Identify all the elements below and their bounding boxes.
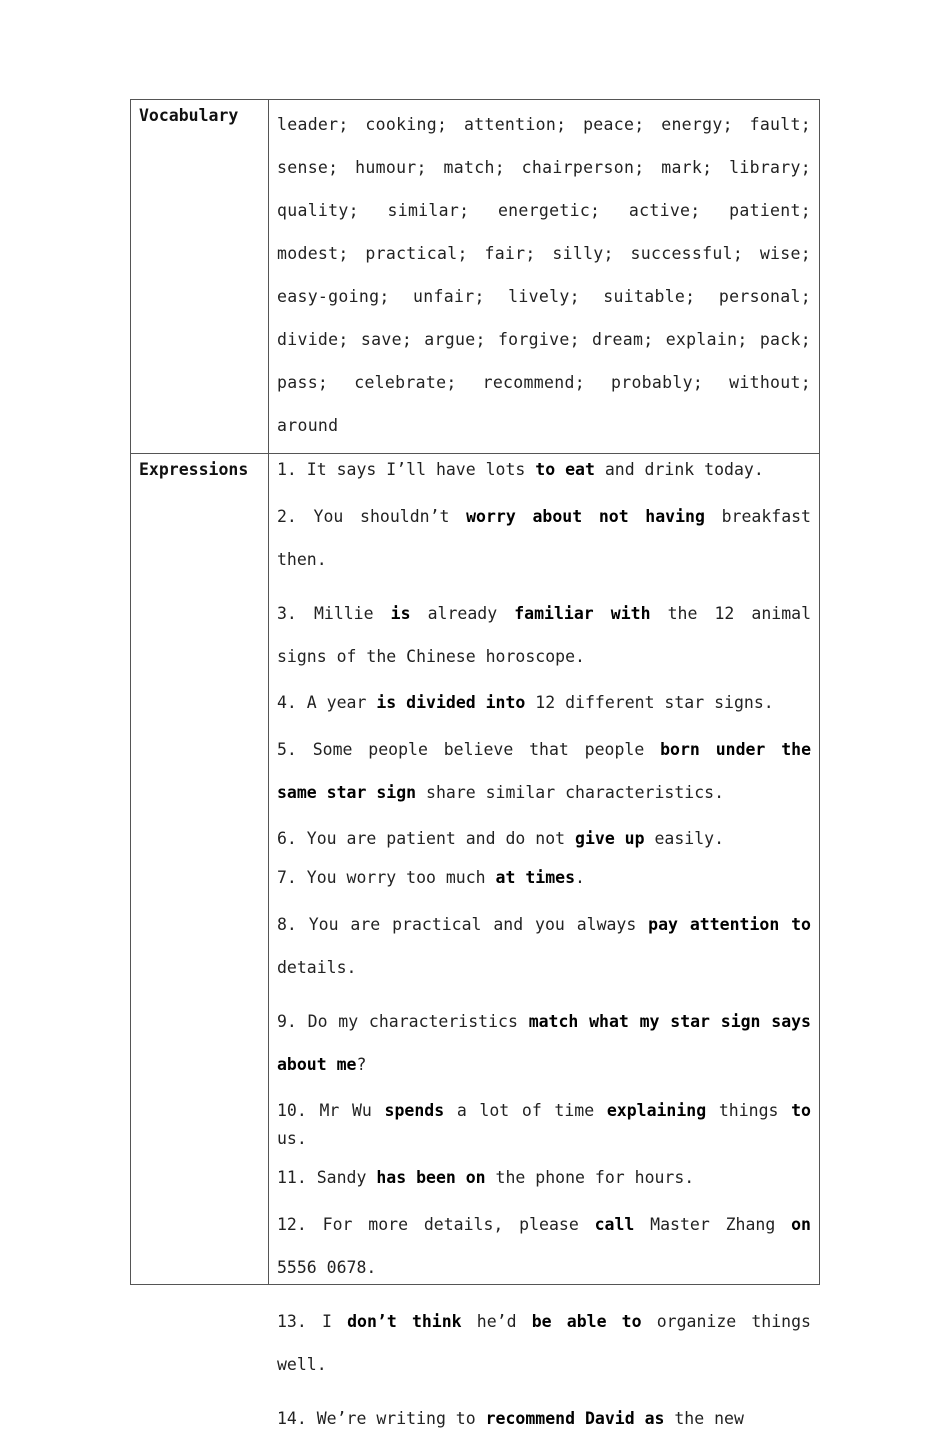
key-phrase: pay attention to — [648, 915, 811, 934]
vocabulary-row — [131, 100, 820, 454]
expression-text: easily. — [644, 829, 725, 848]
key-phrase: is — [390, 604, 411, 623]
expression-text: 2. You shouldn’t — [277, 507, 467, 526]
expression-text: us. — [277, 1129, 307, 1148]
expression-text: 14. We’re writing to — [277, 1409, 486, 1428]
expression-item — [277, 864, 811, 892]
expressions-row — [131, 454, 820, 1285]
expression-text: the phone for hours. — [485, 1168, 695, 1187]
expression-text: organize things well. — [277, 1312, 811, 1374]
key-phrase: to eat — [535, 460, 595, 479]
expression-text: 11. Sandy — [277, 1168, 377, 1187]
expression-text: already — [410, 604, 515, 623]
expression-item — [277, 728, 811, 814]
expression-text: 10. Mr Wu — [277, 1101, 385, 1120]
vocabulary-list: leader; cooking; attention; peace; energy; fault; sense; humour; match; chairperson; mark; library; quality; similar; energetic; active; patient; modest; practical; fair; silly; successful; wise; easy-going; unfair; lively; suitable; personal; divide; save; argue; forgive; dream; explain; pack; pass; celebrate; recommend; probably; without; around — [277, 115, 811, 435]
expression-text: 12 different star signs. — [525, 693, 774, 712]
expression-text: share similar characteristics. — [416, 783, 725, 802]
key-phrase: recommend David as — [485, 1409, 665, 1428]
expressions-list — [277, 456, 812, 1428]
key-phrase: at times — [495, 868, 576, 887]
key-phrase: call — [594, 1215, 635, 1234]
expression-item — [277, 592, 811, 678]
expression-text: 6. You are patient and do not — [277, 829, 576, 848]
expression-item — [277, 1300, 811, 1386]
key-phrase: familiar with — [514, 604, 651, 623]
expression-text: things — [706, 1101, 792, 1120]
expression-item — [277, 1000, 811, 1086]
expression-item — [277, 456, 811, 484]
expression-text: and drink today. — [594, 460, 764, 479]
expression-item — [277, 495, 811, 581]
vocabulary-cell — [269, 100, 820, 454]
expressions-label: Expressions — [131, 454, 269, 1285]
expression-text: 4. A year — [277, 693, 377, 712]
expression-text: 7. You worry too much — [277, 868, 496, 887]
key-phrase: explaining — [606, 1101, 707, 1120]
key-phrase: match what my star sign says about me — [277, 1012, 811, 1074]
expression-text: 9. Do my characteristics — [277, 1012, 529, 1031]
expression-text: Master Zhang — [634, 1215, 792, 1234]
expression-text: he’d — [461, 1312, 532, 1331]
expression-text: 8. You are practical and you always — [277, 915, 649, 934]
expression-text: 1. It says I’ll have lots — [277, 460, 536, 479]
key-phrase: to — [791, 1101, 811, 1120]
expression-text: 5. Some people believe that people — [277, 740, 661, 759]
expressions-cell — [269, 454, 820, 1428]
expression-text: . — [575, 868, 585, 887]
key-phrase: spends — [384, 1101, 445, 1120]
expression-text: 3. Millie — [277, 604, 391, 623]
expression-item — [277, 689, 811, 717]
expression-text: 5556 0678. — [277, 1258, 377, 1277]
expression-text: the new — [664, 1409, 744, 1428]
expression-text: breakfast then. — [277, 507, 811, 569]
vocabulary-label: Vocabulary — [131, 100, 269, 454]
expression-text: details. — [277, 958, 357, 977]
key-phrase: has been on — [376, 1168, 486, 1187]
expression-item — [277, 825, 811, 853]
expression-item — [277, 1164, 811, 1192]
expression-text: the 12 animal signs of the Chinese horoscope. — [277, 604, 812, 666]
key-phrase: don’t think — [347, 1312, 462, 1331]
key-phrase: give up — [575, 829, 645, 848]
key-phrase: is divided into — [376, 693, 526, 712]
expression-text: 13. I — [277, 1312, 348, 1331]
expression-item — [277, 1097, 811, 1153]
expression-text: ? — [356, 1055, 367, 1074]
expression-item — [277, 903, 811, 989]
expression-text: a lot of time — [444, 1101, 607, 1120]
expression-item — [277, 1203, 811, 1289]
key-phrase: worry about not having — [466, 507, 705, 526]
key-phrase: on — [791, 1215, 811, 1234]
key-phrase: born under the same star sign — [277, 740, 812, 802]
expression-text: 12. For more details, please — [277, 1215, 595, 1234]
expression-item — [277, 1397, 811, 1440]
vocabulary-expressions-table — [130, 99, 820, 1428]
key-phrase: be able to — [531, 1312, 642, 1331]
